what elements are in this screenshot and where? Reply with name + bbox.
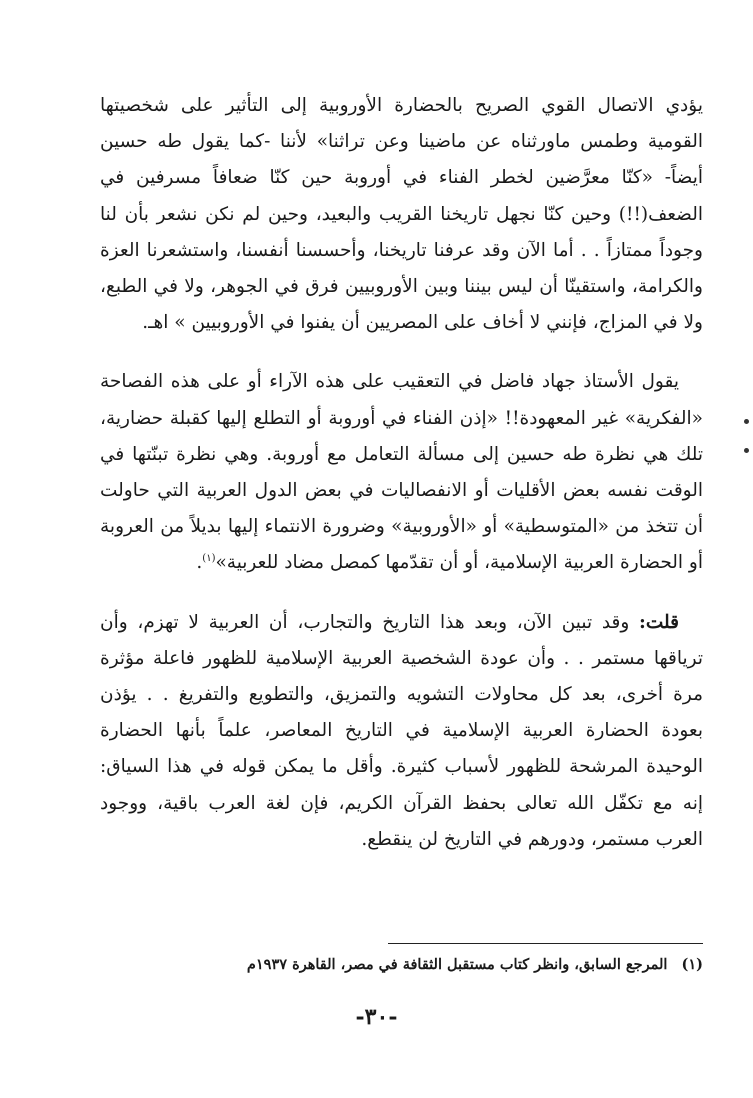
- footnote-number: (١): [681, 956, 703, 973]
- paragraph-3-text: وقد تبين الآن، وبعد هذا التاريخ والتجارب، أن العربية لا تهزم، وأن ترياقها مستمر . . وأن عودة الشخصية العربية الإسلامية للظهور فاعلة مؤثرة مرة أخرى، بعد كل محاولات التشويه والتمزيق، والتطويع والتفريغ . . يؤذن بعودة الحضارة العربية الإسلامية في التاريخ المعاصر، علماً بأنها الحضارة الوحيدة المرشحة للظهور لأسباب كثيرة. وأقل ما يمكن قوله في هذا السياق: إنه مع تكفّل الله تعالى بحفظ القرآن الكريم، فإن لغة العرب باقية، ووجود العرب مستمر، ودورهم في التاريخ لن ينقطع.: [100, 611, 703, 850]
- paragraph-2: [100, 364, 703, 581]
- margin-dot-mark: [744, 419, 749, 424]
- footnote-divider: [388, 943, 703, 944]
- paragraph-1: [100, 88, 703, 341]
- paragraph-2-text: يقول الأستاذ جهاد فاضل في التعقيب على هذه الآراء أو على هذه الفصاحة «الفكرية» غير المعهودة!! «إذن الفناء في أوروبة أو التطلع إليها كقبلة حضارية، تلك هي نظرة طه حسين إلى مسألة التعامل مع أوروبة. وهي نظرة تبنّتها في الوقت نفسه بعض الأقليات أو الانفصاليات في بعض الدول العربية التي حاولت أن تتخذ من «المتوسطية» أو «الأوروبية» وضرورة الانتماء إليها بديلاً من العروبة أو الحضارة العربية الإسلامية، أو أن تقدّمها كمصل مضاد للعربية»: [100, 371, 703, 574]
- footnote-text: المرجع السابق، وانظر كتاب مستقبل الثقافة في مصر، القاهرة ١٩٣٧م: [246, 956, 668, 973]
- page-number: -٣٠-: [355, 1004, 398, 1030]
- page-body: [100, 88, 703, 858]
- paragraph-3: [100, 605, 703, 858]
- footnote: [150, 954, 703, 976]
- paragraph-2-tail: .: [196, 552, 203, 574]
- footnote-reference[interactable]: (١): [202, 553, 216, 565]
- paragraph-1-text: يؤدي الاتصال القوي الصريح بالحضارة الأوروبية إلى التأثير على شخصيتها القومية وطمس ماورثناه عن ماضينا وعن تراثنا» لأننا -كما يقول طه حسين أيضاً- «كنّا معرَّضين لخطر الفناء في أوروبة حين كنّا ضعافاً مسرفين في الضعف(!!) وحين كنّا نجهل تاريخنا القريب والبعيد، وحين لم نكن نشعر بأن لنا وجوداً ممتازاً . . أما الآن وقد عرفنا تاريخنا، وأحسسنا أنفسنا، واستشعرنا العزة والكرامة، واستقينّا أن ليس بيننا وبين الأوروبيين فرق في الجوهر، ولا في الطبع، ولا في المزاج، فإنني لا أخاف على المصريين أن يفنوا في الأوروبيين » اهـ.: [100, 95, 703, 334]
- paragraph-3-lead: قلت:: [639, 611, 679, 633]
- margin-dot-mark: [744, 448, 749, 453]
